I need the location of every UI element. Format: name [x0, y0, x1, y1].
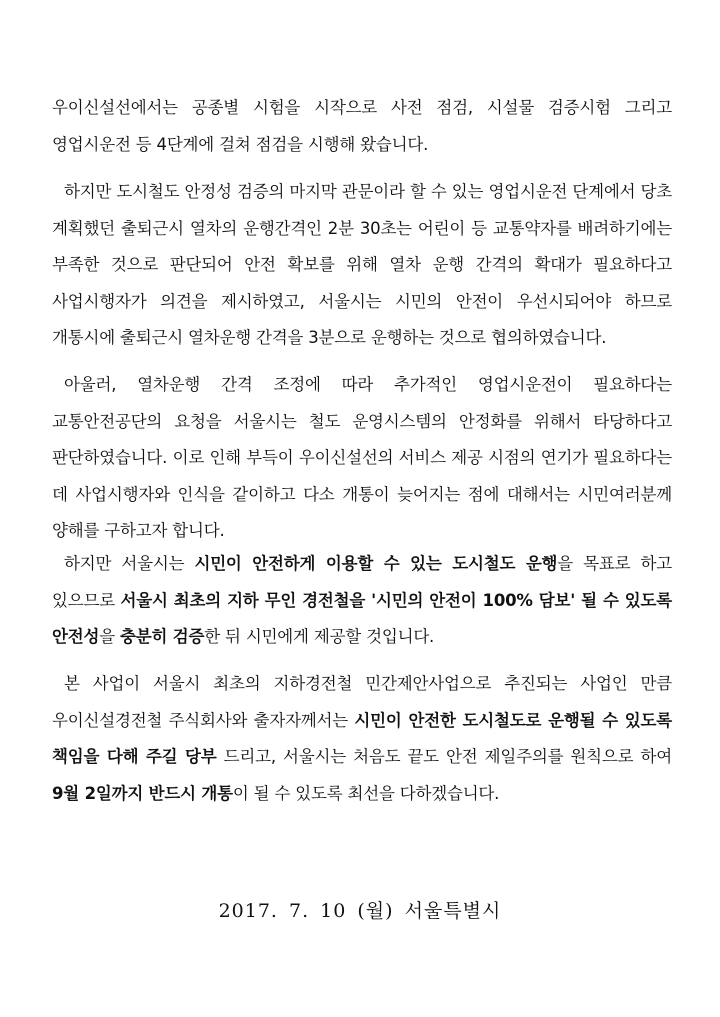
- paragraph-additional-trial-run: [52, 367, 672, 550]
- paragraph-text: 을: [99, 627, 121, 646]
- paragraph-text: 본 사업이 서울시 최초의 지하경전철 민간제안사업으로 추진되는 사업인 만큼 우이신설경전철 주식회사와 출자자께서는: [52, 674, 672, 730]
- paragraph-interval-adjustment: [52, 174, 672, 357]
- emphasis-text: 서울시 최초의 지하 무인 경전철을 '시민의 안전이 100% 담보' 될 수 있도록 안전성: [52, 590, 672, 646]
- emphasis-text: 9월 2일까지 반드시 개통: [52, 783, 233, 803]
- paragraph-text: 드리고, 서울시는 처음도 끝도 안전 제일주의를 원칙으로 하여: [216, 747, 672, 766]
- paragraph-text: 아울러, 열차운행 간격 조정에 따라 추가적인 영업시운전이 필요하다는 교통안전공단의 요청을 서울시는 철도 운영시스템의 안정화를 위해서 타당하다고 판단하였습니다. 이로 인해 부득이 우이신설선의 서비스 제공 시점의 연기가 필요하다는 데 사업시행자와 인식을 같이하고 다소 개통이 늦어지는 점에 대해서는 시민여러분께 양해를 구하고자 합니다.: [52, 375, 672, 540]
- paragraph-inspection-process: [52, 90, 672, 163]
- emphasis-text: 시민이 안전한 도시철도로 운행될 수 있도록 책임을 다해 주길 당부: [52, 710, 672, 766]
- paragraph-opening-commitment: [52, 666, 672, 812]
- emphasis-text: 충분히 검증: [120, 627, 205, 646]
- paragraph-text: 을 목표로 하고 있으므로: [52, 554, 672, 610]
- paragraph-text: 우이신설선에서는 공종별 시험을 시작으로 사전 점검, 시설물 검증시험 그리고 영업시운전 등 4단계에 걸쳐 점검을 시행해 왔습니다.: [52, 98, 672, 154]
- issuer-name: 서울특별시: [404, 900, 502, 922]
- paragraph-text: 하지만 도시철도 안정성 검증의 마지막 관문이라 할 수 있는 영업시운전 단계에서 당초 계획했던 출퇴근시 열차의 운행간격인 2분 30초는 어린이 등 교통약자를 배려하기에는 부족한 것으로 판단되어 안전 확보를 위해 열차 운행 간격의 확대가 필요하다고 사업시행자가 의견을 제시하였고, 서울시는 시민의 안전이 우선시되어야 하므로 개통시에 출퇴근시 열차운행 간격을 3분으로 운행하는 것으로 협의하였습니다.: [52, 182, 672, 347]
- paragraph-text: 이 될 수 있도록 최선을 다하겠습니다.: [232, 783, 500, 803]
- emphasis-text: 시민이 안전하게 이용할 수 있는 도시철도 운행: [194, 554, 558, 573]
- paragraph-text: 하지만 서울시는: [64, 554, 195, 573]
- paragraph-safety-goal: [52, 546, 672, 656]
- release-date: 2017. 7. 10 (월): [218, 900, 394, 922]
- paragraph-text: 한 뒤 시민에게 제공할 것입니다.: [204, 627, 435, 646]
- date-signature-line: [0, 896, 720, 923]
